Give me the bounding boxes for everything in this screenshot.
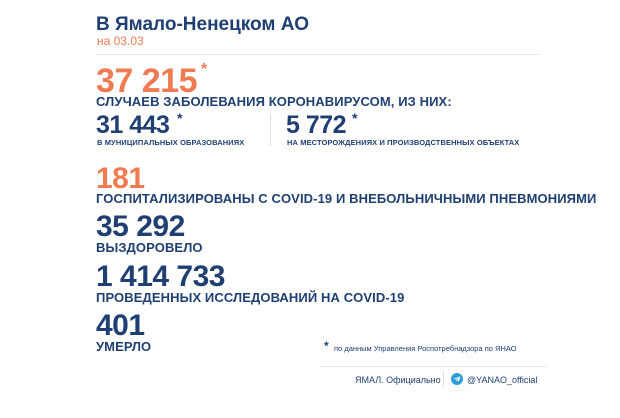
- total-cases-value: 37 215: [96, 62, 197, 100]
- report-date: на 03.03: [97, 34, 144, 48]
- total-cases-label: СЛУЧАЕВ ЗАБОЛЕВАНИЯ КОРОНАВИРУСОМ, ИЗ НИХ:: [96, 94, 452, 109]
- recovered-label: ВЫЗДОРОВЕЛО: [96, 240, 203, 255]
- municipal-cases-star: *: [177, 110, 183, 126]
- footer-separator: [443, 371, 444, 387]
- footnote-text: по данным Управления Роспотребнадзора по ЯНАО: [334, 344, 517, 353]
- municipal-cases-value: 31 443: [96, 111, 170, 139]
- fields-cases-value: 5 772: [286, 111, 347, 139]
- hospitalized-label: ГОСПИТАЛИЗИРОВАНЫ С COVID-19 И ВНЕБОЛЬНИЧНЫМИ ПНЕВМОНИЯМИ: [96, 191, 597, 206]
- recovered-value: 35 292: [96, 210, 185, 243]
- footnote-star: *: [324, 339, 329, 353]
- tests-label: ПРОВЕДЕННЫХ ИССЛЕДОВАНИЙ НА COVID-19: [96, 290, 405, 305]
- header-divider: [96, 54, 540, 55]
- tests-value: 1 414 733: [96, 260, 225, 293]
- hospitalized-value: 181: [96, 162, 145, 195]
- municipal-cases-label: В МУНИЦИПАЛЬНЫХ ОБРАЗОВАНИЯХ: [97, 138, 245, 147]
- page-title: В Ямало-Ненецком АО: [96, 14, 309, 35]
- fields-cases-label: НА МЕСТОРОЖДЕНИЯХ И ПРОИЗВОДСТВЕННЫХ ОБЪЕКТАХ: [287, 138, 520, 147]
- fields-cases-star: *: [352, 110, 358, 126]
- telegram-handle[interactable]: @YANAO_official: [467, 375, 538, 385]
- footer-divider: [320, 366, 546, 367]
- column-divider: [270, 114, 271, 146]
- telegram-icon[interactable]: [451, 373, 463, 385]
- deaths-value: 401: [96, 309, 145, 342]
- total-cases-star: *: [201, 61, 208, 78]
- footer-brand: ЯМАЛ. Официально: [355, 375, 441, 385]
- deaths-label: УМЕРЛО: [96, 339, 152, 354]
